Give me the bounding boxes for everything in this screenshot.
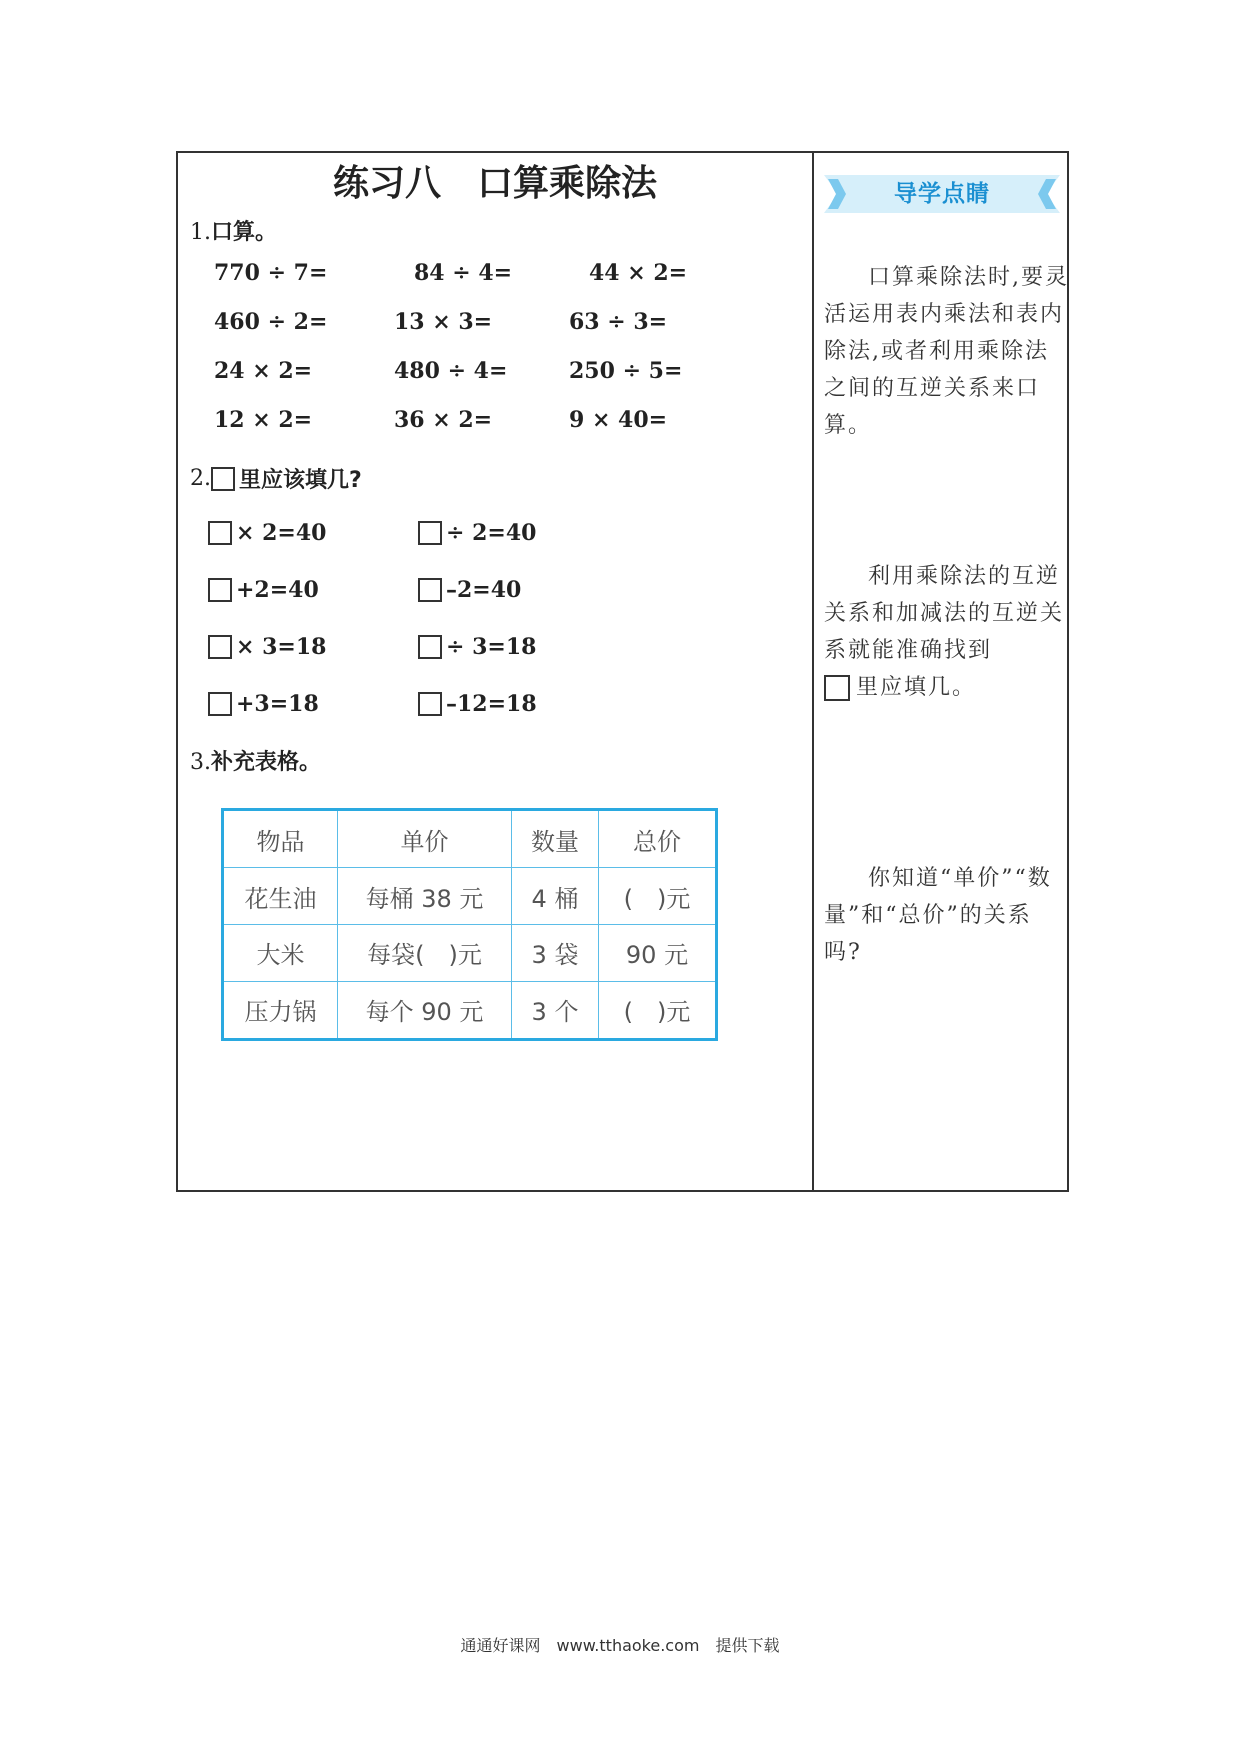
table-cell[interactable]: 每袋( )元	[338, 924, 512, 981]
mental-math-item: 24 × 2=	[214, 358, 313, 384]
blank-box-icon	[211, 467, 235, 491]
tip-fill-blank-text: 利用乘除法的互逆关系和加减法的互逆关系就能准确找到	[824, 564, 1065, 663]
fill-blank-expression: × 3=18	[236, 633, 327, 660]
mental-math-item: 9 × 40=	[569, 407, 668, 433]
answer-box[interactable]	[208, 578, 232, 602]
table-cell: 压力锅	[223, 981, 338, 1039]
fill-blank-expression: ÷ 3=18	[446, 633, 537, 660]
table-cell: 每个 90 元	[338, 981, 512, 1039]
fill-blank-expression: × 2=40	[236, 519, 327, 546]
answer-box[interactable]	[418, 578, 442, 602]
q3-number: 3.	[190, 750, 211, 775]
mental-math-item: 770 ÷ 7=	[214, 260, 328, 286]
fill-blank-item	[418, 574, 608, 605]
tip-fill-blank	[824, 558, 1069, 706]
answer-box[interactable]	[418, 521, 442, 545]
table-header-cell: 数量	[512, 810, 599, 868]
badge-label: 导学点睛	[894, 181, 990, 207]
mental-math-item: 44 × 2=	[589, 260, 688, 286]
table-header-cell: 物品	[223, 810, 338, 868]
fill-blank-expression: +2=40	[236, 576, 319, 603]
mental-math-item: 250 ÷ 5=	[569, 358, 683, 384]
table-cell[interactable]: ( )元	[599, 868, 717, 925]
price-table	[221, 808, 718, 1041]
mental-math-item: 63 ÷ 3=	[569, 309, 668, 335]
guide-badge	[824, 173, 1060, 215]
fill-blank-item	[208, 688, 418, 719]
fill-blank-item	[418, 688, 608, 719]
table-row	[223, 981, 717, 1039]
fill-blank-expression: ÷ 2=40	[446, 519, 537, 546]
fill-blank-expression: –2=40	[446, 576, 522, 603]
table-header-row	[223, 810, 717, 868]
table-row	[223, 868, 717, 925]
mental-math-item: 460 ÷ 2=	[214, 309, 328, 335]
table-cell: 3 袋	[512, 924, 599, 981]
mental-math-grid	[214, 261, 734, 433]
answer-box[interactable]	[208, 635, 232, 659]
fill-blank-item	[418, 631, 608, 662]
tip-price-relation: 你知道“单价”“数量”和“总价”的关系吗?	[824, 866, 1052, 965]
table-cell: 4 桶	[512, 868, 599, 925]
fill-blank-item	[418, 517, 608, 548]
answer-box[interactable]	[418, 635, 442, 659]
table-cell: 花生油	[223, 868, 338, 925]
fill-blank-expression: –12=18	[446, 690, 537, 717]
mental-math-item: 36 × 2=	[394, 407, 493, 433]
q2-number: 2.	[190, 466, 211, 491]
table-row	[223, 924, 717, 981]
footer-credit: 通通好课网 www.tthaoke.com 提供下载	[460, 1636, 780, 1655]
q1-number: 1.	[190, 220, 211, 245]
page-title: 练习八 口算乘除法	[332, 163, 657, 204]
q2-heading	[190, 463, 362, 494]
worksheet-frame	[176, 151, 1069, 1192]
answer-box[interactable]	[208, 521, 232, 545]
mental-math-item: 84 ÷ 4=	[414, 260, 513, 286]
mental-math-item: 13 × 3=	[394, 309, 493, 335]
table-cell: 大米	[223, 924, 338, 981]
tip-fill-blank-end: 里应填几。	[856, 675, 977, 700]
fill-blank-item	[208, 574, 418, 605]
mental-math-item: 480 ÷ 4=	[394, 358, 508, 384]
q3-label: 补充表格。	[211, 750, 322, 775]
table-cell: 每桶 38 元	[338, 868, 512, 925]
q1-heading	[190, 215, 277, 246]
answer-box[interactable]	[208, 692, 232, 716]
fill-blank-grid	[208, 517, 608, 719]
tip-mental-math: 口算乘除法时,要灵活运用表内乘法和表内除法,或者利用乘除法之间的互逆关系来口算。	[824, 265, 1069, 438]
table-cell: 90 元	[599, 924, 717, 981]
fill-blank-expression: +3=18	[236, 690, 319, 717]
table-cell: 3 个	[512, 981, 599, 1039]
blank-box-icon	[824, 675, 850, 701]
mental-math-item: 12 × 2=	[214, 407, 313, 433]
q3-heading	[190, 745, 321, 776]
q1-label: 口算。	[211, 220, 278, 245]
fill-blank-item	[208, 631, 418, 662]
table-header-cell: 单价	[338, 810, 512, 868]
side-notes-column	[814, 153, 1067, 1190]
fill-blank-item	[208, 517, 418, 548]
table-header-cell: 总价	[599, 810, 717, 868]
q2-label: 里应该填几?	[239, 468, 362, 493]
answer-box[interactable]	[418, 692, 442, 716]
table-cell[interactable]: ( )元	[599, 981, 717, 1039]
